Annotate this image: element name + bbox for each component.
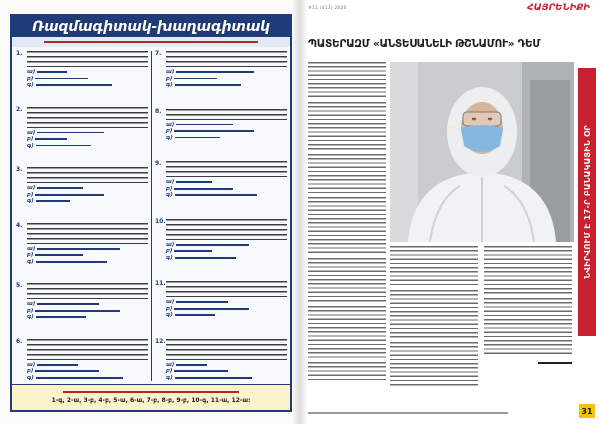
answer-option-text [37,248,120,250]
quiz-question [16,339,148,381]
answer-option-label: գ) [27,142,34,149]
answer-option-label: ա) [166,241,175,248]
answer-option-label: ա) [27,185,36,192]
answer-option-label: գ) [27,314,34,321]
question-head [16,283,148,299]
answer-option-label: բ) [166,75,173,82]
question-text [166,339,287,360]
answer-option-text [37,303,99,305]
question-head [16,223,148,244]
article-column-3 [484,246,572,364]
answer-option-text [176,301,228,303]
answer-option-text [35,370,99,372]
paragraph [308,258,386,303]
article-title: ՊԱՏԵՐԱԶՄ «ԱՆՏԵՍԱՆԵԼԻ ԹՇՆԱՄՈՒ» ԴԵՄ [308,38,541,50]
page-spine [292,0,308,424]
answer-option-text [36,145,91,147]
question-head [155,281,287,297]
question-text [166,281,287,297]
author-signature [538,362,572,364]
answer-option-text [36,261,107,263]
answer-option-label: բ) [166,128,173,135]
answer-option-label: ա) [166,69,175,76]
answer-option-text [36,377,123,379]
paragraph [308,62,386,99]
face-mask [461,125,503,152]
question-number: 11. [155,280,166,288]
answer-option-text [175,194,257,196]
answer-option [27,314,148,321]
answers-caption [63,391,239,393]
answer-option-text [176,244,249,246]
paragraph [484,298,572,356]
answer-option-text [176,71,254,73]
quiz-question [155,51,287,88]
answer-option [166,312,287,319]
answer-option [166,192,287,199]
quiz-column-left [16,51,148,381]
question-text [27,167,148,183]
answer-option-label: գ) [166,82,173,89]
article-column-2 [390,246,478,387]
quiz-question [16,223,148,265]
answer-option-text [175,84,241,86]
paragraph [308,197,386,255]
answer-option-label: ա) [166,299,175,306]
quiz-question [16,107,148,149]
answer-option-label: բ) [166,185,173,192]
quiz-question [155,281,287,318]
answer-option-text [175,137,220,139]
answer-option-label: ա) [166,121,175,128]
answer-option [166,374,287,381]
side-band-text: ՆՎԻՐՎՈՒՄ Է 17-Ր ԲԱՆԱԿԱՅԻՆ ՕՐ [582,125,592,279]
quiz-column-divider [151,51,152,381]
answer-option-text [175,377,252,379]
answer-option [27,198,148,205]
answer-option-label: ա) [27,301,36,308]
answer-option-text [35,78,88,80]
question-number: 5. [16,282,23,290]
question-number: 6. [16,337,23,345]
answer-option-label: բ) [166,368,173,375]
answer-option-text [36,316,86,318]
answer-option-text [37,132,104,134]
answer-option-text [35,254,83,256]
answer-option-text [174,78,217,80]
quiz-question [155,109,287,141]
answer-option-label: գ) [27,82,34,89]
question-head [155,339,287,360]
issue-line: #11 (411) 2020 [308,6,347,11]
quiz-question [16,51,148,88]
answer-option-label: բ) [27,252,34,259]
answer-option-text [174,130,254,132]
question-text [166,51,287,67]
answer-option-label: բ) [27,75,34,82]
answer-option-text [36,84,112,86]
answer-option [27,374,148,381]
answer-option-text [35,194,104,196]
question-number: 12. [155,337,166,345]
paragraph [308,306,386,359]
answer-option-label: գ) [27,374,34,381]
question-head [155,219,287,240]
answer-option-label: ա) [27,361,36,368]
question-text [27,107,148,128]
answer-option-text [176,364,207,366]
quiz-column-right [155,51,287,381]
answer-option-label: բ) [27,307,34,314]
safety-glasses [463,112,501,126]
answer-option-text [36,200,70,202]
answer-option-label: գ) [27,258,34,265]
paragraph [484,246,572,295]
question-text [166,109,287,120]
answer-option-label: գ) [166,312,173,319]
answer-option-label: գ) [166,254,173,261]
question-text [27,283,148,299]
answer-option [27,82,148,89]
paragraph [390,246,478,287]
question-text [166,219,287,240]
quiz-subtitle [12,37,290,47]
quiz-question [16,283,148,320]
quiz-question [155,339,287,381]
answer-option-text [174,250,212,252]
answer-option-text [175,314,215,316]
answer-option-label: բ) [27,136,34,143]
question-number: 2. [16,105,23,113]
answer-option-text [37,71,67,73]
quiz-title: Ռազմագիտակ-խաղագիտակ [32,18,270,35]
quiz-title-band [12,16,290,37]
question-head [155,109,287,120]
answer-key: 1-գ, 2-ա, 3-բ, 4-բ, 5-ա, 6-ա, 7-բ, 8-բ, 9-բ, 10-գ, 11-ա, 12-ա: [51,397,251,404]
answer-option-text [37,187,83,189]
question-text [166,161,287,177]
answer-option-label: ա) [166,179,175,186]
answer-option-label: ա) [27,129,36,136]
question-number: 7. [155,50,162,57]
question-head [16,51,148,67]
quiz-subtitle-text [44,41,258,43]
answer-option-text [35,310,120,312]
answer-option-label: գ) [166,374,173,381]
answer-option-text [174,188,233,190]
answer-option-text [174,370,228,372]
question-head [155,161,287,177]
magazine-logo: ՀԱՅՐԵՆԻՔԻ [527,3,590,13]
question-head [16,339,148,360]
article-photo [390,62,574,242]
answer-option-label: բ) [27,368,34,375]
answer-option-label: գ) [166,134,173,141]
answer-option [27,258,148,265]
question-number: 8. [155,107,162,115]
answer-option-text [175,257,236,259]
answer-option-label: գ) [166,192,173,199]
question-head [16,167,148,183]
answer-option [166,82,287,89]
answer-option-label: բ) [166,305,173,312]
page-number-box [579,404,595,418]
paragraph [308,154,386,195]
question-number: 1. [16,50,23,57]
right-page [300,0,600,424]
answer-option [166,254,287,261]
question-head [155,51,287,67]
quiz-question [155,161,287,198]
quiz-question [16,167,148,204]
question-text [27,339,148,360]
question-number: 9. [155,160,162,168]
answer-option-label: բ) [27,191,34,198]
question-number: 4. [16,221,23,229]
paragraph [308,102,386,151]
answer-option-text [37,364,78,366]
answer-option-label: բ) [166,248,173,255]
answer-option-label: ա) [166,361,175,368]
page-footer [308,412,508,414]
answer-option [166,134,287,141]
paragraph [390,290,478,339]
answer-option [27,142,148,149]
article-column-1 [308,62,386,382]
question-number: 10. [155,217,166,225]
question-text [27,51,148,67]
question-text [27,223,148,244]
paragraph [308,362,386,382]
side-band [578,68,596,336]
answer-option-label: ա) [27,245,36,252]
question-number: 3. [16,166,23,174]
answer-option-text [176,181,212,183]
answer-option-text [174,308,249,310]
quiz-question [155,219,287,261]
answer-option-label: ա) [27,69,36,76]
answer-option-text [176,124,233,126]
answer-option-label: գ) [27,198,34,205]
question-head [16,107,148,128]
paragraph [390,342,478,387]
answers-strip [12,384,290,410]
answer-option-text [35,138,67,140]
page-number: 31 [581,406,593,416]
quiz-box [10,14,292,412]
